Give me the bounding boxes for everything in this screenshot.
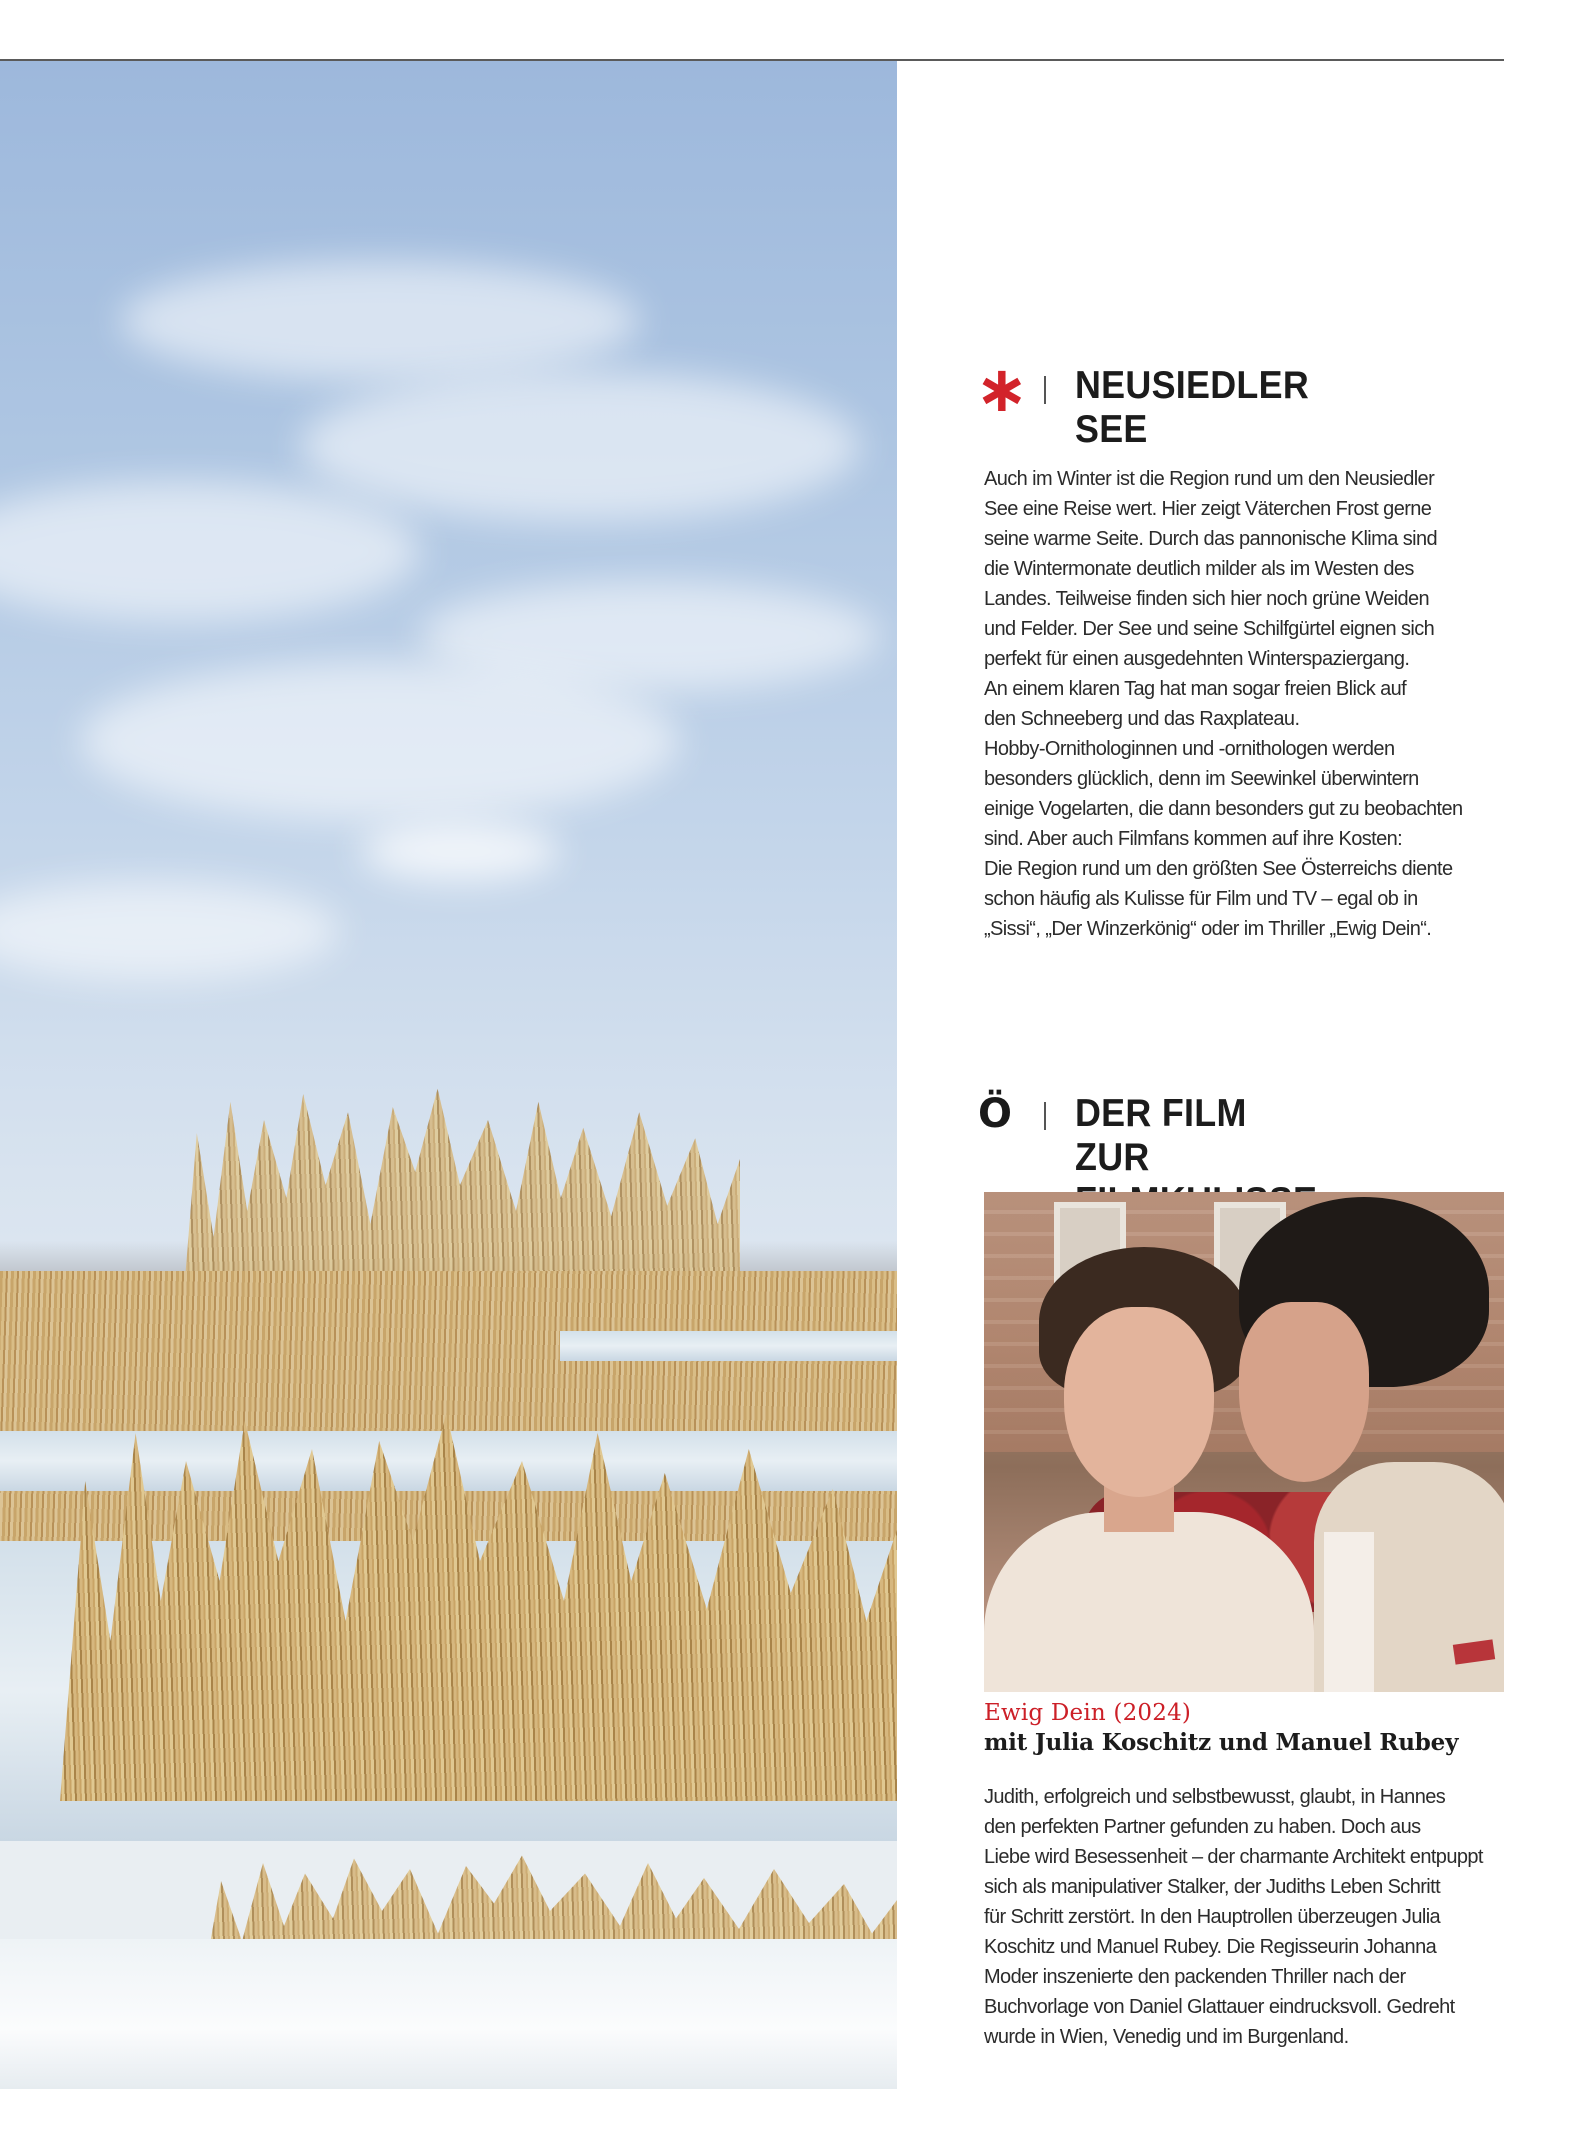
film-cast: mit Julia Koschitz und Manuel Rubey: [984, 1729, 1459, 1756]
heading-line-1: DER FILM ZUR: [1075, 1092, 1247, 1179]
oe-logo-icon: Ö: [977, 1091, 1012, 1137]
film-still-photo: [984, 1192, 1504, 1692]
heading-divider: [1044, 1102, 1046, 1130]
film-description: Judith, erfolgreich und selbstbewusst, glaubt, in Hannes den perfekten Partner gefunden zu haben. Doch aus Liebe wird Besessenheit – der charmante Architekt entpuppt sich als manipulativer Stalker, der Judiths Leben Schritt für Schritt zerstört. In den Hauptrollen überzeugen Julia Koschitz und Manuel Rubey. Die Regisseurin Johanna Moder inszenierte den packenden Thriller nach der Buchvorlage von Daniel Glattauer eindrucksvoll. Gedreht wurde in Wien, Venedig und im Burgenland.: [984, 1786, 1483, 2048]
section-body-text: Auch im Winter ist die Region rund um den Neusiedler See eine Reise wert. Hier zeigt Väterchen Frost gerne seine warme Seite. Durch das pannonische Klima sind die Wintermonate deutlich milder als im Westen des Landes. Teilweise finden sich hier noch grüne Weiden und Felder. Der See und seine Schilfgürtel eignen sich perfekt für einen ausgedehnten Winterspaziergang. An einem klaren Tag hat man sogar freien Blick auf den Schneeberg und das Raxplateau. Hobby-Ornithologinnen und -ornithologen werden besonders glücklich, denn im Seewinkel überwintern einige Vogelarten, die dann besonders gut zu beobachten sind. Aber auch Filmfans kommen auf ihre Kosten: Die Region rund um den größten See Österreichs diente schon häufig als Kulisse für Film und TV – egal ob in „Sissi“, „Der Winzerkönig“ oder im Thriller „Ewig Dein“.: [984, 468, 1463, 940]
heading-divider: [1044, 376, 1046, 404]
lake-reeds-photo: [0, 61, 897, 2089]
section-heading: NEUSIEDLER SEE: [1075, 364, 1310, 451]
film-title: Ewig Dein (2024): [984, 1700, 1192, 1726]
asterisk-icon: ∗: [975, 353, 1029, 427]
